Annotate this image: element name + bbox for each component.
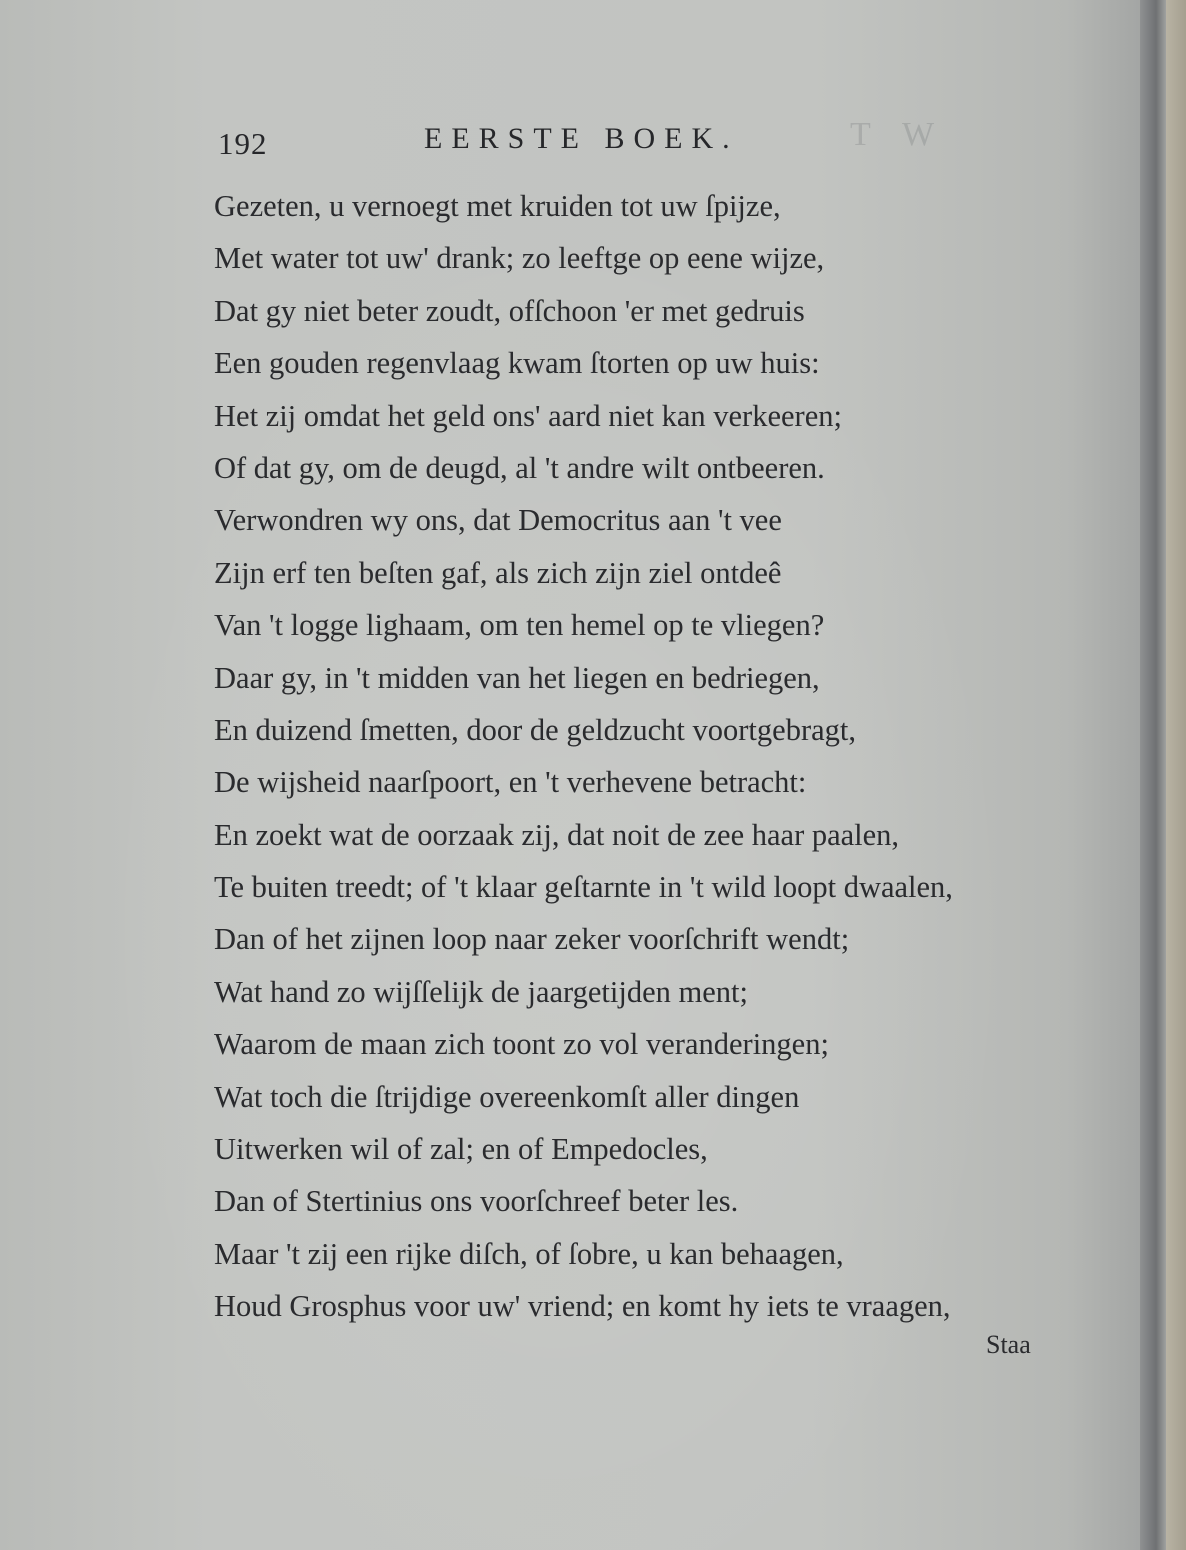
verse-line: Houd Grosphus voor uw' vriend; en komt hy iets te vraagen, (214, 1289, 951, 1324)
running-title: EERSTE BOEK. (424, 122, 739, 155)
verse-line: Een gouden regenvlaag kwam ſtorten op uw huis: (214, 346, 820, 381)
page-number: 192 (218, 126, 268, 161)
verse-line: Wat toch die ſtrijdige overeenkomſt aller dingen (214, 1079, 800, 1114)
verse-line: Maar 't zij een rijke diſch, of ſobre, u kan behaagen, (214, 1236, 844, 1271)
verse-line: Het zij omdat het geld ons' aard niet kan verkeeren; (214, 398, 842, 433)
show-through-heading: T W (850, 116, 947, 153)
verse-line: Met water tot uw' drank; zo leeftge op eene wijze, (214, 241, 825, 276)
facing-page-edge (1166, 0, 1186, 1550)
verse-line: Te buiten treedt; of 't klaar geſtarnte in 't wild loopt dwaalen, (214, 870, 953, 905)
verse-line: Waarom de maan zich toont zo vol veranderingen; (214, 1027, 829, 1062)
page-header (218, 122, 1038, 166)
verse-line: Dan of het zijnen loop naar zeker voorſchrift wendt; (214, 922, 850, 957)
verse-line: De wijsheid naarſpoort, en 't verhevene betracht: (214, 765, 807, 800)
verse-line: Dat gy niet beter zoudt, ofſchoon 'er met gedruis (214, 293, 805, 328)
verse-line: Uitwerken wil of zal; en of Empedocles, (214, 1132, 708, 1167)
verse-line: Gezeten, u vernoegt met kruiden tot uw ſpijze, (214, 189, 781, 223)
verse-line: Daar gy, in 't midden van het liegen en bedriegen, (214, 660, 820, 695)
catchword: Staa (986, 1330, 1031, 1359)
verse-line: Dan of Stertinius ons voorſchreef beter les. (214, 1184, 739, 1219)
verse-line: Zijn erf ten beſten gaf, als zich zijn ziel ontdeê (214, 555, 782, 590)
verse-text (214, 180, 1044, 1333)
verse-line: Van 't logge lighaam, om ten hemel op te vliegen? (214, 608, 825, 643)
verse-line: En duizend ſmetten, door de geldzucht voortgebragt, (214, 712, 856, 747)
verse-line: Of dat gy, om de deugd, al 't andre wilt ontbeeren. (214, 450, 825, 485)
verse-line: Wat hand zo wijſſelijk de jaargetijden ment; (214, 974, 748, 1009)
verse-line: Verwondren wy ons, dat Democritus aan 't vee (214, 503, 782, 538)
verse-line: En zoekt wat de oorzaak zij, dat noit de zee haar paalen, (214, 817, 900, 852)
